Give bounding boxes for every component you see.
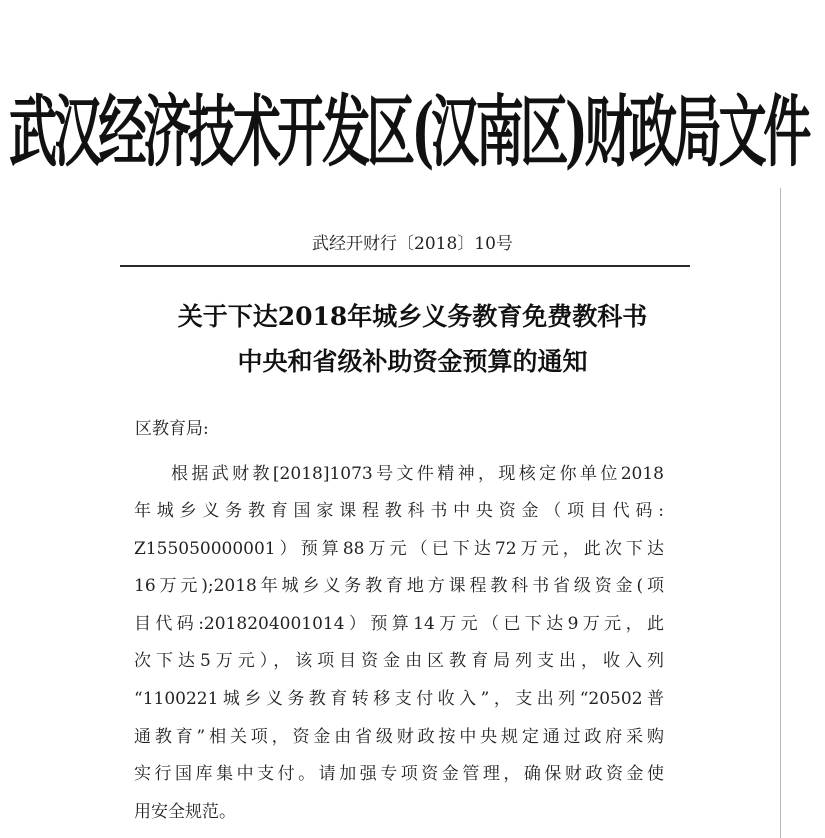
header-divider — [120, 265, 690, 267]
notice-title-line-1: 关于下达2018年城乡义务教育免费教科书 — [177, 302, 648, 331]
body-line: 用安全规范。 — [134, 802, 236, 822]
notice-title-line-2: 中央和省级补助资金预算的通知 — [237, 347, 588, 376]
body-line: Z155050000001）预算88万元（已下达72万元，此次下达 — [134, 539, 664, 559]
body-line: 实行国库集中支付。请加强专项资金管理，确保财政资金使 — [134, 764, 664, 784]
body-line: 目代码:2018204001014）预算14万元（已下达9万元，此 — [134, 614, 664, 634]
body-line: “1100221城乡义务教育转移支付收入”，支出列“20502普 — [134, 689, 664, 709]
body-line: 根据武财教[2018]1073号文件精神，现核定你单位2018 — [171, 464, 664, 484]
body-line: 次下达5万元），该项目资金由区教育局列支出，收入列 — [134, 651, 664, 671]
page-edge-line — [780, 188, 781, 838]
body-line: 通教育”相关项，资金由省级财政按中央规定通过政府采购 — [134, 727, 664, 747]
header-title: 武汉经济技术开发区(汉南区)财政局文件 — [8, 86, 808, 179]
document-header — [8, 72, 808, 182]
document-number: 武经开财行〔2018〕10号 — [312, 234, 513, 254]
body-line: 年城乡义务教育国家课程教科书中央资金（项目代码: — [134, 501, 664, 521]
recipient: 区教育局: — [135, 419, 209, 439]
body-line: 16万元);2018年城乡义务教育地方课程教科书省级资金(项 — [134, 576, 664, 596]
